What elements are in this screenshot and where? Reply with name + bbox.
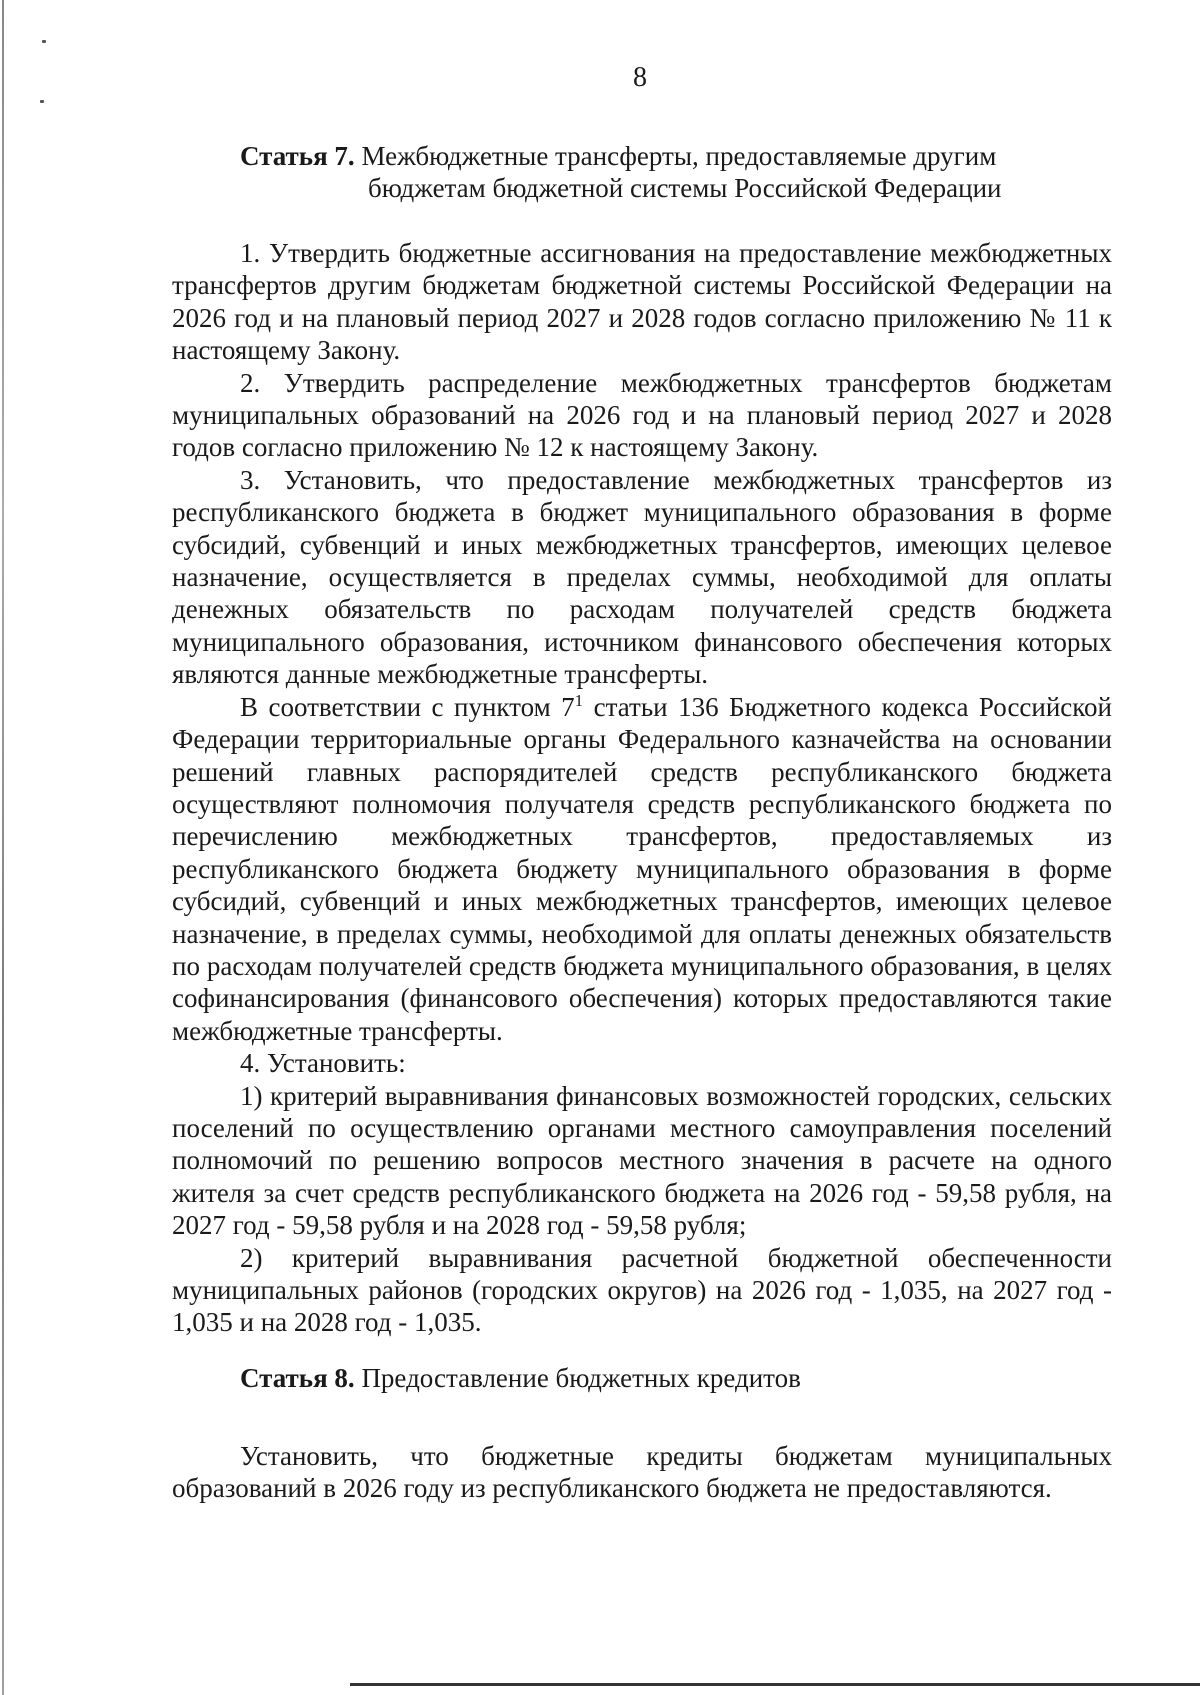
page-number: 8 <box>633 62 647 93</box>
paragraph-4: 4. Установить: <box>240 1048 406 1079</box>
scan-edge <box>2 0 4 1695</box>
article-7-title-line1: Межбюджетные трансферты, предоставляемые другим <box>361 141 997 171</box>
kazna-text-start: В соответствии с пунктом 7 <box>240 691 575 722</box>
article-8-label: Статья 8. <box>240 1363 355 1393</box>
scan-speck <box>42 40 46 43</box>
article-8-title: Предоставление бюджетных кредитов <box>361 1363 801 1393</box>
paragraph-4-1: 1) критерий выравнивания финансовых возможностей городских, сельских поселений по осуществлению органами местного самоуправления поселений полномочий по решению вопросов местного значения в расчете на одного жителя за счет средств республиканского бюджета на 2026 год - 59,58 рубля, на 2027 год - 59,58 рубля и на 2028 год - 59,58 рубля; <box>172 1080 1112 1241</box>
article-8-heading <box>240 1362 801 1394</box>
article-7-body <box>172 237 1112 1339</box>
paragraph-kazna <box>172 691 1112 1047</box>
article-7-heading <box>240 140 1120 204</box>
scan-speck <box>40 100 44 103</box>
article-8-body <box>172 1440 1112 1505</box>
kazna-superscript: 1 <box>574 690 584 710</box>
paragraph-4-2: 2) критерий выравнивания расчетной бюджетной обеспеченности муниципальных районов (городских округов) на 2026 год - 1,035, на 2027 год - 1,035 и на 2028 год - 1,035. <box>172 1242 1112 1338</box>
paragraph-2: 2. Утвердить распределение межбюджетных трансфертов бюджетам муниципальных образований на 2026 год и на плановый период 2027 и 2028 годов согласно приложению № 12 к настоящему Закону. <box>172 367 1112 463</box>
paragraph-3: 3. Установить, что предоставление межбюджетных трансфертов из республиканского бюджета в бюджет муниципального образования в форме субсидий, субвенций и иных межбюджетных трансфертов, имеющих целевое назначение, осуществляется в пределах суммы, необходимой для оплаты денежных обязательств по расходам получателей средств бюджета муниципального образования, источником финансового обеспечения которых являются данные межбюджетные трансферты. <box>172 464 1112 690</box>
article-7-title-line2: бюджетам бюджетной системы Российской Федерации <box>368 173 1002 203</box>
article-8-paragraph: Установить, что бюджетные кредиты бюджетам муниципальных образований в 2026 году из республиканского бюджета не предоставляются. <box>172 1441 1112 1504</box>
article-7-label: Статья 7. <box>240 141 355 171</box>
kazna-text-rest: статьи 136 Бюджетного кодекса Российской Федерации территориальные органы Федерального казначейства на основании решений главных распорядителей средств республиканского бюджета осуществляют полномочия получателя средств республиканского бюджета по перечислению межбюджетных трансфертов, предоставляемых из республиканского бюджета бюджету муниципального образования в форме субсидий, субвенций и иных межбюджетных трансфертов, имеющих целевое назначение, в пределах суммы, необходимой для оплаты денежных обязательств по расходам получателей средств бюджета муниципального образования, в целях софинансирования (финансового обеспечения) которых предоставляются такие межбюджетные трансферты. <box>172 691 1112 1046</box>
paragraph-1: 1. Утвердить бюджетные ассигнования на предоставление межбюджетных трансфертов другим бюджетам бюджетной системы Российской Федерации на 2026 год и на плановый период 2027 и 2028 годов согласно приложению № 11 к настоящему Закону. <box>172 238 1112 366</box>
scan-bottom-rule <box>350 1683 1200 1686</box>
